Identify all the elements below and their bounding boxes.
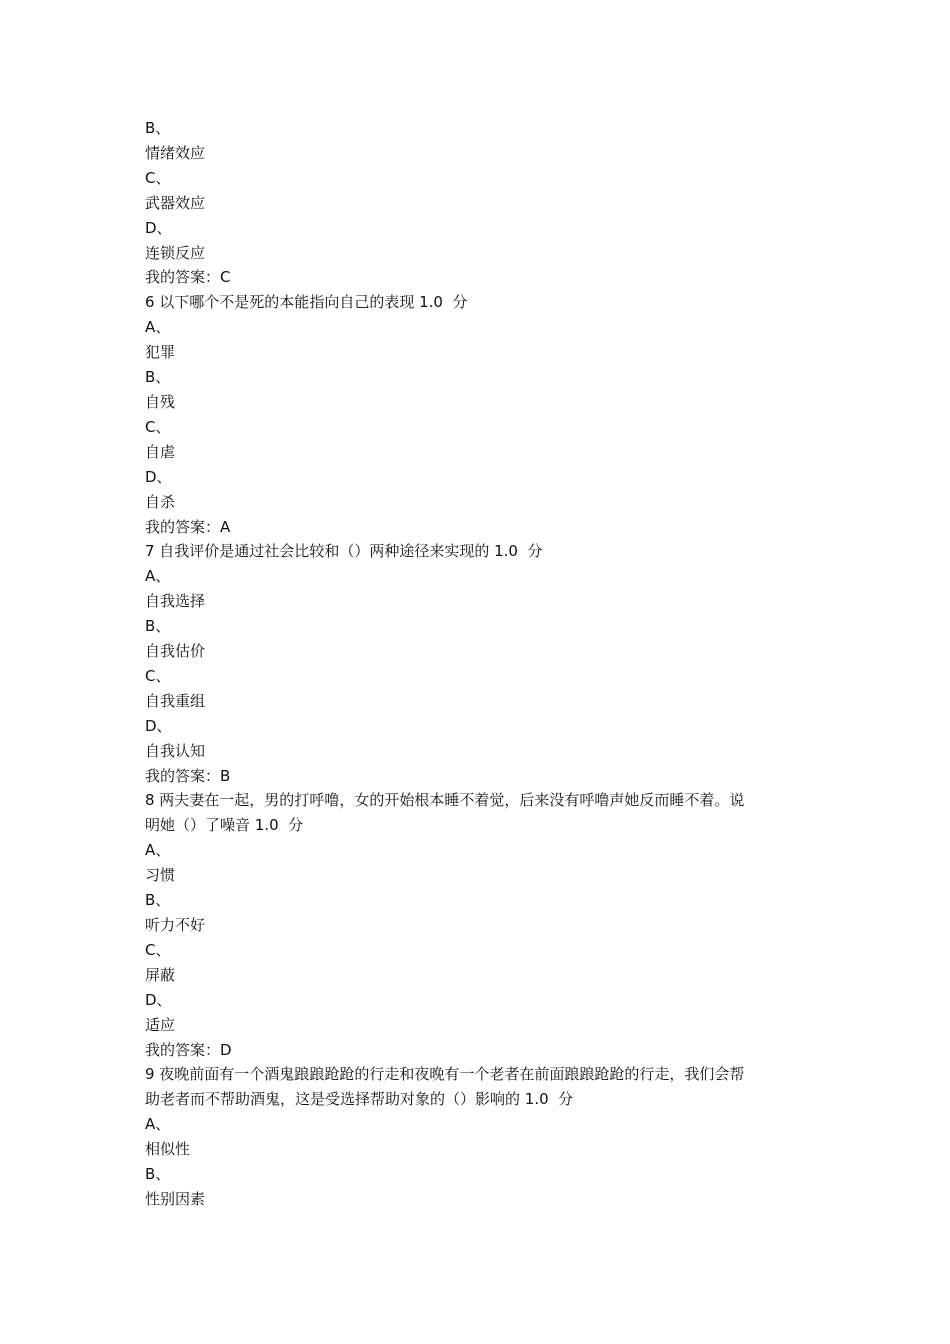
text-line: 听力不好 [145, 916, 206, 934]
text-line: C、 [145, 168, 171, 187]
text-line: 自我估价 [145, 642, 206, 661]
text-line: D、 [145, 218, 172, 237]
text-line: 助老者而不帮助酒鬼，这是受选择帮助对象的（）影响的 1.0 分 [145, 1090, 574, 1109]
text-line: 相似性 [145, 1140, 191, 1159]
text-line: D、 [145, 467, 172, 486]
text-line: 武器效应 [145, 193, 206, 212]
text-line: B、 [145, 891, 171, 910]
text-line: 我的答案：D [145, 1040, 232, 1059]
document-body [145, 116, 825, 1212]
text-line: 性别因素 [145, 1189, 206, 1208]
text-line: A、 [145, 567, 171, 586]
text-line: A、 [145, 1115, 171, 1134]
text-line: 连锁反应 [145, 243, 206, 262]
text-line: 适应 [145, 1015, 176, 1034]
text-line: C、 [145, 940, 171, 959]
text-line: 自我认知 [145, 741, 206, 760]
text-line: D、 [145, 990, 172, 1009]
text-line: 7 自我评价是通过社会比较和（）两种途径来实现的 1.0 分 [145, 542, 543, 561]
text-line: B、 [145, 368, 171, 387]
text-line: D、 [145, 716, 172, 735]
text-line: C、 [145, 417, 171, 436]
text-line: 我的答案：B [145, 766, 231, 785]
text-line: 明她（）了噪音 1.0 分 [145, 816, 304, 835]
text-line: 自残 [145, 392, 176, 411]
text-line: 9 夜晚前面有一个酒鬼踉踉跄跄的行走和夜晚有一个老者在前面踉踉跄跄的行走，我们会帮 [145, 1065, 745, 1084]
text-line: 自杀 [145, 492, 176, 511]
text-line: 我的答案：C [145, 268, 231, 287]
text-line: 6 以下哪个不是死的本能指向自己的表现 1.0 分 [145, 293, 468, 312]
text-line: 8 两夫妻在一起，男的打呼噜，女的开始根本睡不着觉，后来没有呼噜声她反而睡不着。说 [145, 791, 745, 810]
text-line: 情绪效应 [145, 143, 206, 162]
text-line: 自虐 [145, 442, 176, 461]
text-line: A、 [145, 318, 171, 337]
text-line: 屏蔽 [145, 965, 176, 984]
text-line: 犯罪 [145, 343, 176, 362]
text-line: 习惯 [145, 866, 176, 885]
text-line: B、 [145, 119, 171, 137]
text-line: A、 [145, 841, 171, 860]
text-line: 自我选择 [145, 592, 206, 611]
text-line: B、 [145, 617, 171, 636]
text-line: C、 [145, 666, 171, 685]
text-line: 我的答案：A [145, 517, 231, 536]
text-line: B、 [145, 1165, 171, 1184]
text-line: 自我重组 [145, 691, 206, 710]
